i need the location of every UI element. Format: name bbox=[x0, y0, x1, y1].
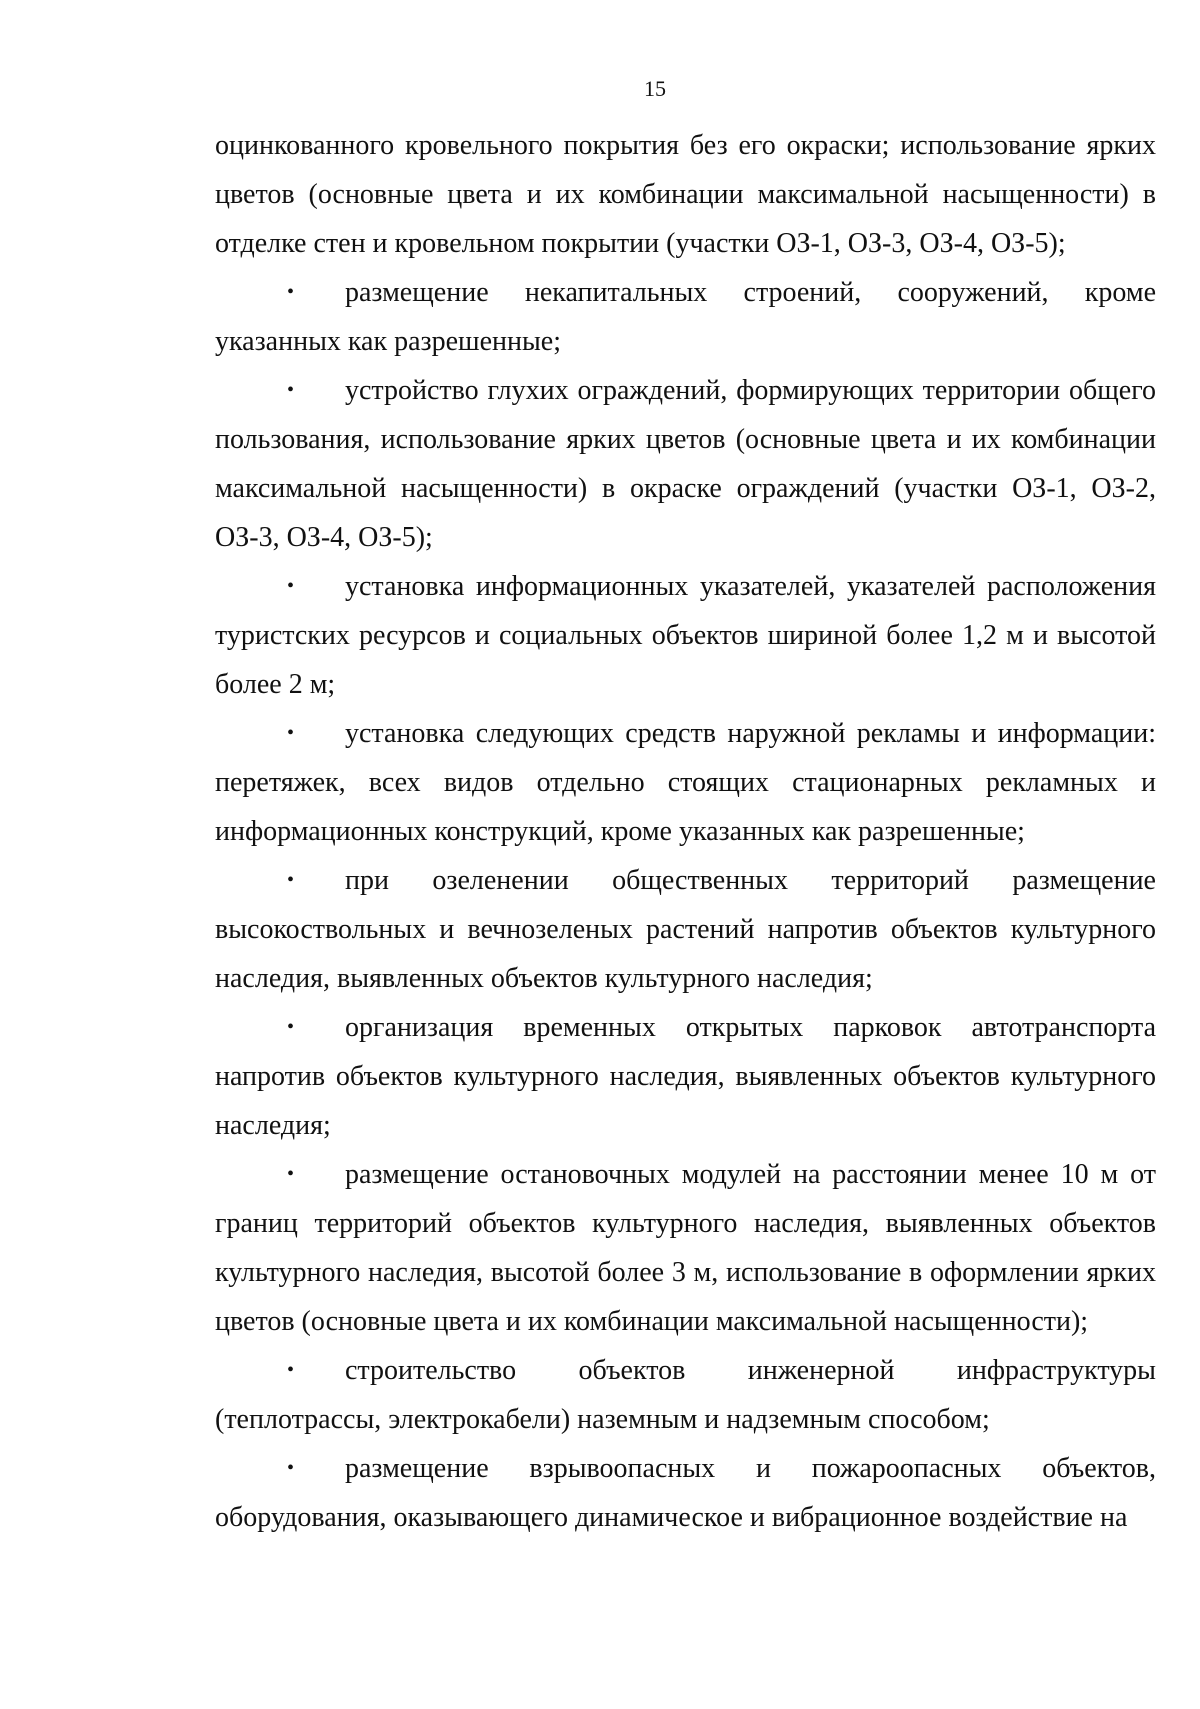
list-item-text: при озеленении общественных территорий размещение высокоствольных и вечнозеленых растений напротив объектов культурного наследия, выявленных объектов культурного наследия; bbox=[215, 865, 1156, 994]
list-item bbox=[215, 709, 1156, 856]
list-item-text: строительство объектов инженерной инфраструктуры (теплотрассы, электрокабели) наземным и надземным способом; bbox=[215, 1355, 1156, 1435]
list-item-text: размещение остановочных модулей на расстоянии менее 10 м от границ территорий объектов культурного наследия, выявленных объектов культурного наследия, высотой более 3 м, использование в оформлении ярких цветов (основные цвета и их комбинации максимальной насыщенности); bbox=[215, 1159, 1156, 1337]
list-item-text: организация временных открытых парковок автотранспорта напротив объектов культурного наследия, выявленных объектов культурного наследия; bbox=[215, 1012, 1156, 1141]
list-item bbox=[215, 1346, 1156, 1444]
bullet-icon: • bbox=[287, 869, 295, 891]
paragraph-continuation bbox=[215, 121, 1156, 268]
list-item-text: устройство глухих ограждений, формирующих территории общего пользования, использование ярких цветов (основные цвета и их комбинации максимальной насыщенности) в окраске ограждений (участки ОЗ-1, ОЗ-2, ОЗ-3, ОЗ-4, ОЗ-5); bbox=[215, 375, 1156, 553]
list-item bbox=[215, 1150, 1156, 1346]
list-item-text: установка следующих средств наружной рекламы и информации: перетяжек, всех видов отдельно стоящих стационарных рекламных и информационных конструкций, кроме указанных как разрешенные; bbox=[215, 718, 1156, 847]
bullet-icon: • bbox=[287, 281, 295, 303]
bullet-icon: • bbox=[287, 1016, 295, 1038]
page-number: 15 bbox=[644, 76, 666, 101]
list-item bbox=[215, 1444, 1156, 1542]
bullet-icon: • bbox=[287, 379, 295, 401]
list-item bbox=[215, 562, 1156, 709]
bullet-icon: • bbox=[287, 1359, 295, 1381]
list-item bbox=[215, 856, 1156, 1003]
bullet-icon: • bbox=[287, 722, 295, 744]
list-item-text: размещение взрывоопасных и пожароопасных объектов, оборудования, оказывающего динамическое и вибрационное воздействие на bbox=[215, 1453, 1156, 1533]
list-item bbox=[215, 1003, 1156, 1150]
bullet-icon: • bbox=[287, 1163, 295, 1185]
document-body bbox=[215, 121, 1156, 1542]
list-item-text: размещение некапитальных строений, сооружений, кроме указанных как разрешенные; bbox=[215, 277, 1156, 357]
list-item bbox=[215, 366, 1156, 562]
paragraph-text: оцинкованного кровельного покрытия без его окраски; использование ярких цветов (основные цвета и их комбинации максимальной насыщенности) в отделке стен и кровельном покрытии (участки ОЗ-1, ОЗ-3, ОЗ-4, ОЗ-5); bbox=[215, 130, 1156, 259]
list-item-text: установка информационных указателей, указателей расположения туристских ресурсов и социальных объектов шириной более 1,2 м и высотой более 2 м; bbox=[215, 571, 1156, 700]
bullet-icon: • bbox=[287, 575, 295, 597]
list-item bbox=[215, 268, 1156, 366]
bullet-icon: • bbox=[287, 1457, 295, 1479]
